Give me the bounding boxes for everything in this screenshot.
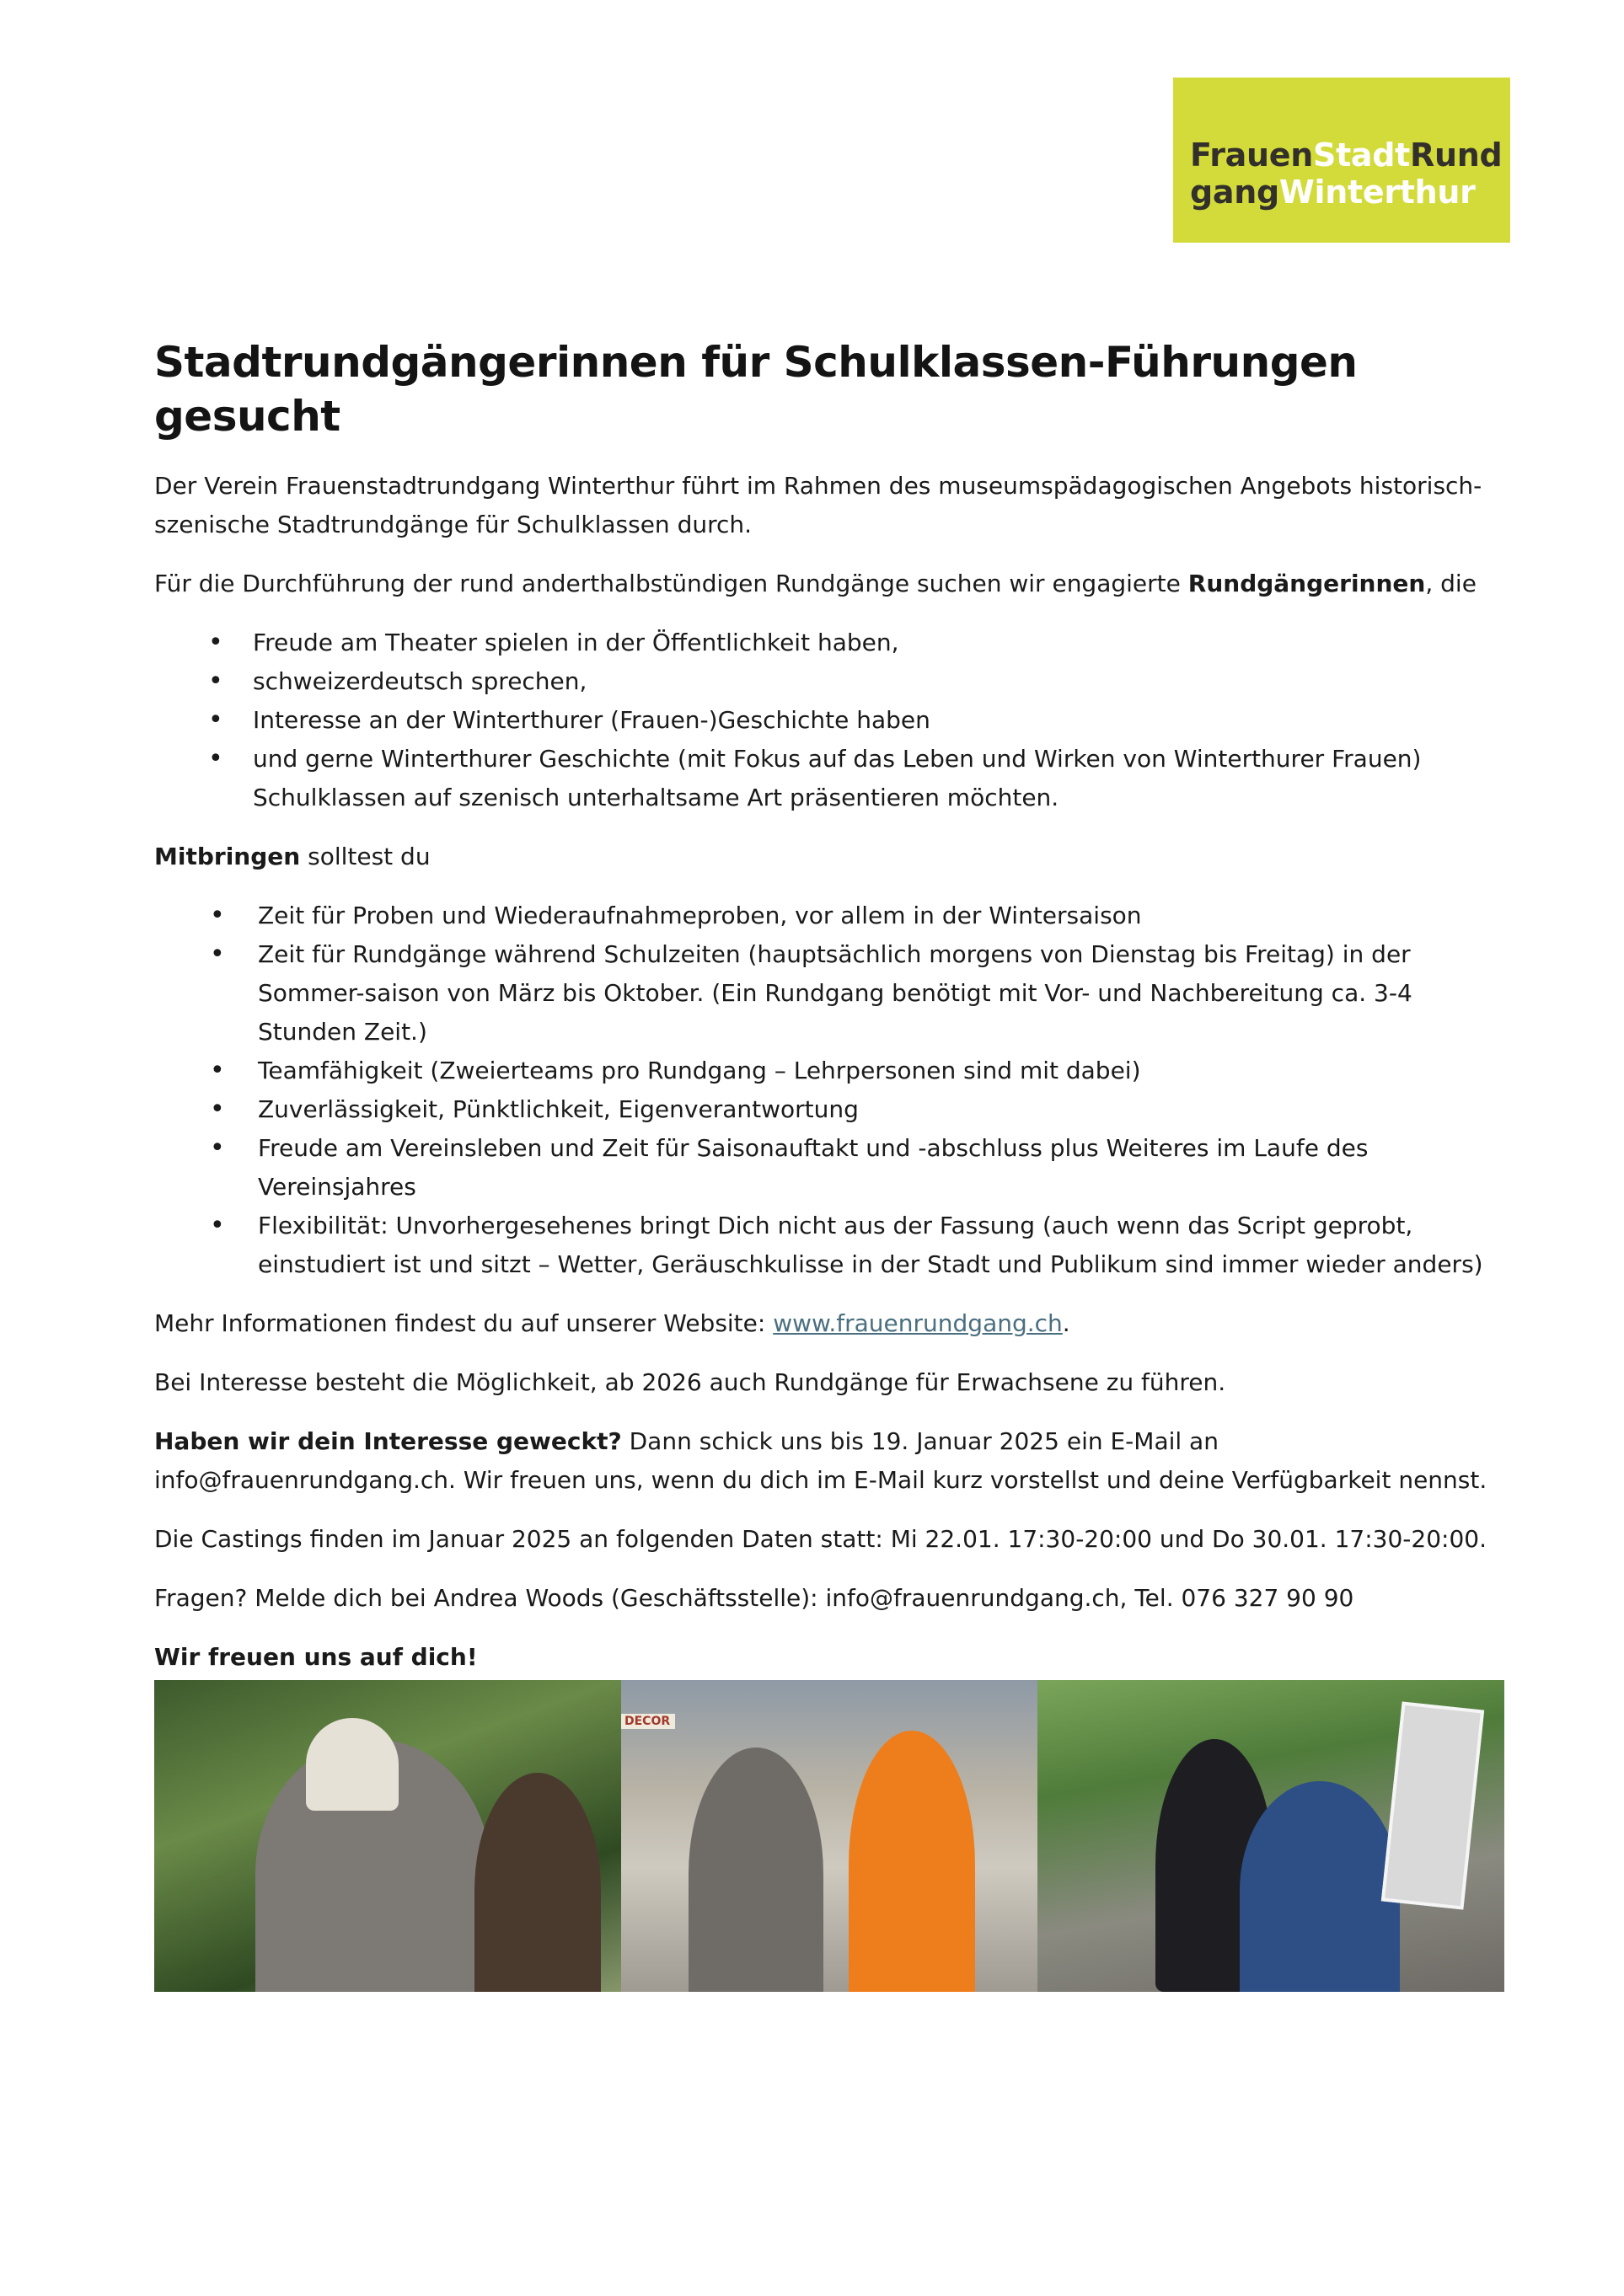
- info-paragraph: Mehr Informationen findest du auf unserer Website: www.frauenrundgang.ch.: [154, 1309, 1070, 1337]
- website-link[interactable]: www.frauenrundgang.ch: [773, 1309, 1063, 1337]
- document-body: [154, 335, 1503, 1697]
- interest-paragraph: Haben wir dein Interesse geweckt? Dann schick uns bis 19. Januar 2025 ein E-Mail an info@frauenrundgang.ch. Wir freuen uns, wenn du dich im E-Mail kurz vorstellst und deine Verfügbarkeit nennst.: [154, 1427, 1487, 1494]
- held-photograph: [1381, 1702, 1484, 1910]
- list-item: • Zeit für Proben und Wiederaufnahmeproben, vor allem in der Wintersaison: [154, 896, 1503, 935]
- bring-list: [154, 896, 1503, 1284]
- bring-paragraph: Mitbringen solltest du: [154, 843, 431, 870]
- figure-woman-bonnet: [689, 1747, 823, 1992]
- photo-2: [621, 1680, 1037, 1992]
- page-title: Stadtrundgängerinnen für Schulklassen-Führungen gesucht: [154, 338, 1358, 441]
- requirements-list: [154, 624, 1503, 817]
- logo-line-2: gangWinterthur: [1190, 174, 1476, 211]
- closing-paragraph: Wir freuen uns auf dich!: [154, 1643, 478, 1671]
- list-item: • Freude am Vereinsleben und Zeit für Saisonauftakt und -abschluss plus Weiteres im Laufe des Vereinsjahres: [154, 1129, 1503, 1207]
- list-item: • Flexibilität: Unvorhergesehenes bringt Dich nicht aus der Fassung (auch wenn das Script geprobt, einstudiert ist und sitzt – Wetter, Geräuschkulisse in der Stadt und Publikum sind immer wieder anders): [154, 1207, 1503, 1284]
- adults-paragraph: Bei Interesse besteht die Möglichkeit, ab 2026 auch Rundgänge für Erwachsene zu führen.: [154, 1368, 1226, 1396]
- logo: [1173, 78, 1510, 243]
- figure-head: [306, 1718, 399, 1811]
- intro-paragraph: Der Verein Frauenstadtrundgang Winterthur führt im Rahmen des museumspädagogischen Angebots historisch-szenische Stadtrundgänge für Schulklassen durch.: [154, 472, 1482, 538]
- list-item: • schweizerdeutsch sprechen,: [154, 662, 1503, 701]
- list-item: • und gerne Winterthurer Geschichte (mit Fokus auf das Leben und Wirken von Winterthurer Frauen) Schulklassen auf szenisch unterhaltsame Art präsentieren möchten.: [154, 740, 1503, 817]
- logo-line-1: FrauenStadtRund: [1190, 136, 1503, 174]
- figure-woman-blue: [1240, 1781, 1400, 1992]
- photo-3: [1037, 1680, 1504, 1992]
- list-item: • Freude am Theater spielen in der Öffentlichkeit haben,: [154, 624, 1503, 662]
- figure-woman-apron: [849, 1731, 975, 1992]
- list-item: • Interesse an der Winterthurer (Frauen-)Geschichte haben: [154, 701, 1503, 740]
- photo-1: [154, 1680, 621, 1992]
- questions-paragraph: Fragen? Melde dich bei Andrea Woods (Geschäftsstelle): info@frauenrundgang.ch, Tel. 076 327 90 90: [154, 1584, 1354, 1612]
- list-item: • Zuverlässigkeit, Pünktlichkeit, Eigenverantwortung: [154, 1090, 1503, 1129]
- photo-strip: [154, 1680, 1504, 1992]
- figure-background-person: [474, 1773, 601, 1992]
- castings-paragraph: Die Castings finden im Januar 2025 an folgenden Daten statt: Mi 22.01. 17:30-20:00 und Do 30.01. 17:30-20:00.: [154, 1525, 1487, 1553]
- list-item: • Zeit für Rundgänge während Schulzeiten (hauptsächlich morgens von Dienstag bis Freitag) in der Sommer-saison von März bis Oktober. (Ein Rundgang benötigt mit Vor- und Nachbereitung ca. 3-4 Stunden Zeit.): [154, 935, 1503, 1052]
- seek-paragraph: Für die Durchführung der rund anderthalbstündigen Rundgänge suchen wir engagierte Rundgängerinnen, die: [154, 570, 1477, 597]
- shop-sign: DECOR: [621, 1714, 675, 1729]
- list-item: • Teamfähigkeit (Zweierteams pro Rundgang – Lehrpersonen sind mit dabei): [154, 1052, 1503, 1090]
